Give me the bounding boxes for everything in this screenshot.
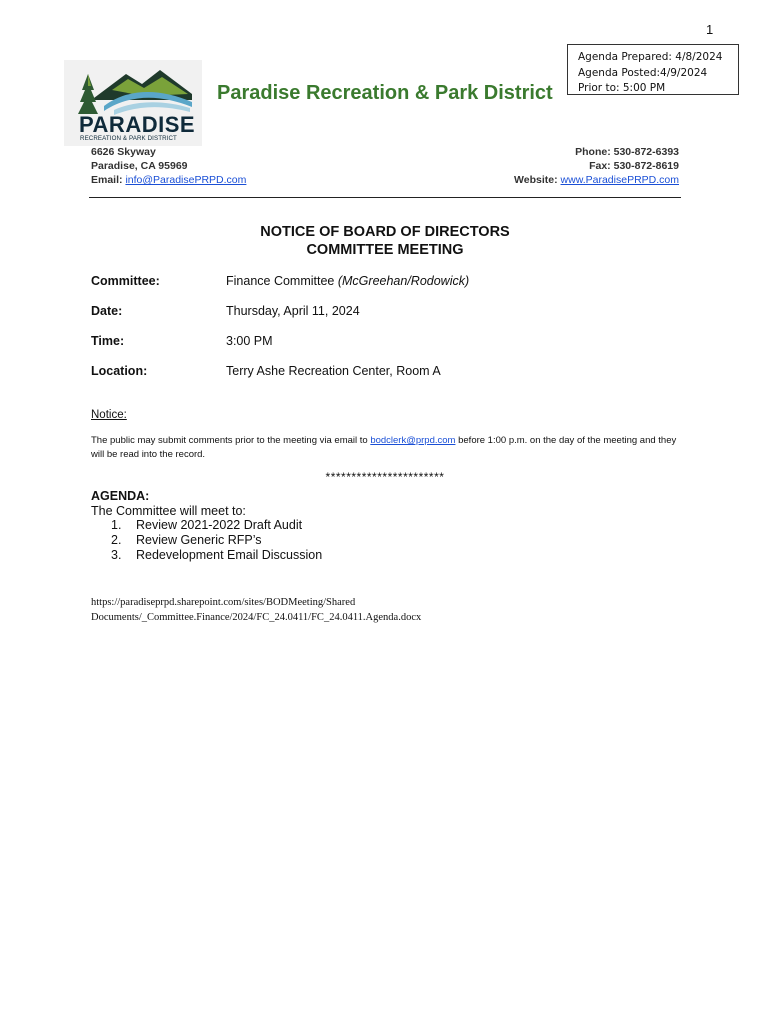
agenda-list bbox=[111, 518, 322, 562]
agenda-item bbox=[111, 548, 322, 563]
paradise-logo bbox=[64, 60, 202, 146]
notice-title bbox=[0, 223, 770, 259]
website-line bbox=[514, 173, 679, 187]
notice-text bbox=[91, 434, 681, 461]
notice-title-line2: COMMITTEE MEETING bbox=[306, 242, 464, 258]
committee-label: Committee: bbox=[91, 274, 160, 288]
document-path bbox=[91, 596, 421, 625]
notice-title-line1: NOTICE OF BOARD OF DIRECTORS bbox=[260, 224, 510, 240]
time-label: Time: bbox=[91, 334, 125, 348]
contact-address bbox=[91, 145, 246, 187]
document-path-line2: Documents/_Committee.Finance/2024/FC_24.0411/FC_24.0411.Agenda.docx bbox=[91, 611, 422, 623]
committee-value bbox=[226, 274, 469, 288]
agenda-item-text: Redevelopment Email Discussion bbox=[136, 547, 323, 562]
committee-name: Finance Committee bbox=[226, 274, 335, 288]
agenda-item-number: 1. bbox=[111, 518, 122, 532]
email-label: Email: bbox=[91, 174, 123, 186]
agenda-heading: AGENDA: bbox=[91, 489, 150, 503]
committee-members: (McGreehan/Rodowick) bbox=[337, 274, 470, 288]
location-value: Terry Ashe Recreation Center, Room A bbox=[226, 364, 441, 378]
time-value: 3:00 PM bbox=[226, 334, 273, 348]
notice-email-link[interactable]: bodclerk@prpd.com bbox=[370, 435, 456, 446]
logo-wordmark: PARADISE bbox=[79, 112, 196, 137]
address-line1: 6626 Skyway bbox=[91, 146, 156, 158]
mountain-logo-icon bbox=[64, 60, 202, 116]
fax-line: Fax: 530-872-8619 bbox=[589, 160, 679, 172]
organization-title: Paradise Recreation & Park District bbox=[217, 82, 553, 104]
agenda-item-text: Review Generic RFP’s bbox=[136, 532, 262, 547]
separator-stars: *********************** bbox=[325, 470, 445, 484]
email-line bbox=[91, 173, 246, 187]
date-label: Date: bbox=[91, 304, 123, 318]
agenda-prior-to: Prior to: 5:00 PM bbox=[578, 82, 666, 94]
notice-text-before: The public may submit comments prior to the meeting via email to bbox=[91, 435, 368, 446]
contact-phone-web bbox=[514, 145, 679, 187]
agenda-item-number: 3. bbox=[111, 547, 122, 562]
agenda-prepared: Agenda Prepared: 4/8/2024 bbox=[578, 51, 723, 63]
website-link[interactable]: www.ParadisePRPD.com bbox=[560, 174, 679, 186]
notice-label: Notice: bbox=[91, 409, 127, 421]
agenda-item bbox=[111, 518, 322, 533]
logo-subtitle: RECREATION & PARK DISTRICT bbox=[80, 135, 177, 142]
page-number: 1 bbox=[706, 22, 714, 37]
notice-text-after: before 1:00 p.m. on the day of the meeting and they will be read into the record. bbox=[91, 435, 677, 460]
header-divider bbox=[89, 197, 681, 198]
agenda-item-number: 2. bbox=[111, 532, 122, 547]
location-label: Location: bbox=[91, 364, 148, 378]
document-path-line1: https://paradiseprpd.sharepoint.com/sites/BODMeeting/Shared bbox=[91, 597, 356, 608]
agenda-item bbox=[111, 533, 322, 548]
address-line2: Paradise, CA 95969 bbox=[91, 160, 188, 172]
agenda-posted: Agenda Posted:4/9/2024 bbox=[578, 66, 708, 79]
email-link[interactable]: info@ParadisePRPD.com bbox=[125, 174, 247, 186]
date-value: Thursday, April 11, 2024 bbox=[226, 304, 360, 318]
phone-line: Phone: 530-872-6393 bbox=[575, 146, 679, 158]
agenda-intro: The Committee will meet to: bbox=[91, 504, 246, 518]
agenda-item-text: Review 2021-2022 Draft Audit bbox=[136, 518, 303, 532]
website-label: Website: bbox=[514, 174, 558, 186]
agenda-info-box bbox=[567, 44, 739, 95]
